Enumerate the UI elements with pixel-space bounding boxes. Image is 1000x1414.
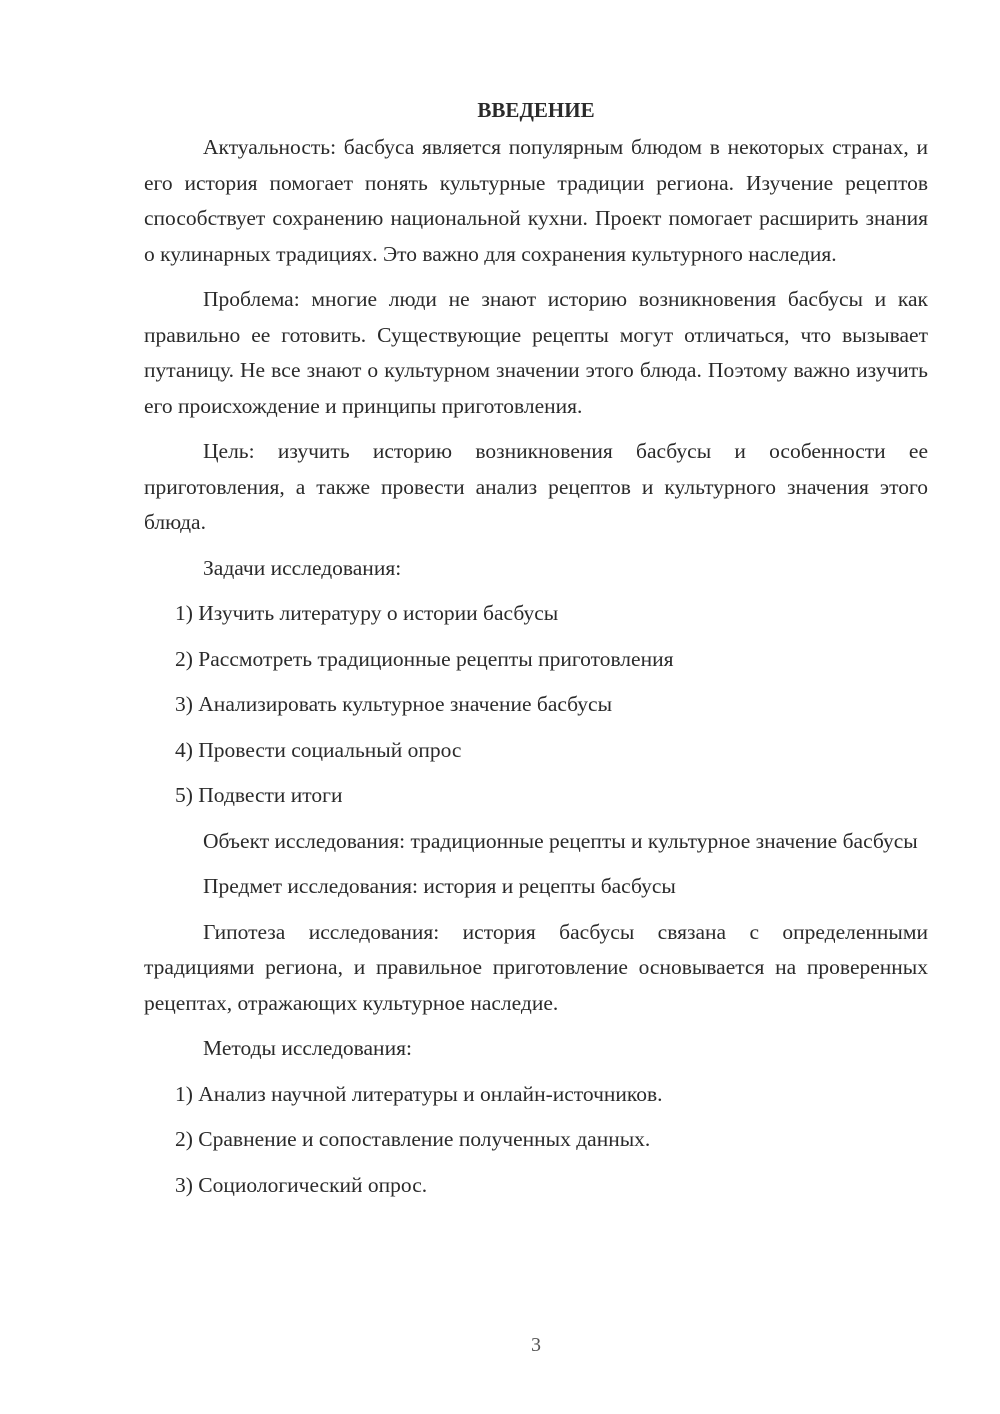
tasks-heading: Задачи исследования:: [203, 555, 402, 580]
problem-paragraph: Проблема: многие люди не знают историю возникновения басбусы и как правильно ее готовить. Существующие рецепты могут отличаться, что вызывает путаницу. Не все знают о культурном значении этого блюда. Поэтому важно изучить его происхождение и принципы приготовления.: [144, 287, 928, 418]
list-item: 3) Анализировать культурное значение басбусы: [175, 692, 613, 716]
list-item: 2) Рассмотреть традиционные рецепты приготовления: [175, 646, 674, 671]
page-number: 3: [531, 1334, 541, 1356]
page-title: ВВЕДЕНИЕ: [477, 98, 595, 122]
relevance-paragraph: Актуальность: басбуса является популярным блюдом в некоторых странах, и его история помогает понять культурные традиции региона. Изучение рецептов способствует сохранению национальной кухни. Проект помогает расширить знания о кулинарных традициях. Это важно для сохранения культурного наследия.: [144, 135, 928, 266]
list-item: 3) Социологический опрос.: [175, 1172, 428, 1197]
tasks-list: [144, 596, 928, 814]
methods-list: [144, 1077, 928, 1204]
document-page: [144, 94, 928, 1213]
list-item: 2) Сравнение и сопоставление полученных данных.: [175, 1127, 651, 1151]
object-paragraph: Объект исследования: традиционные рецепты и культурное значение басбусы: [203, 828, 918, 853]
list-item: 1) Анализ научной литературы и онлайн-источников.: [175, 1081, 663, 1106]
subject-paragraph: Предмет исследования: история и рецепты басбусы: [203, 874, 676, 898]
goal-paragraph: Цель: изучить историю возникновения басбусы и особенности ее приготовления, а также провести анализ рецептов и культурного значения этого блюда.: [144, 439, 928, 534]
hypothesis-paragraph: Гипотеза исследования: история басбусы связана с определенными традициями региона, и правильное приготовление основывается на проверенных рецептах, отражающих культурное наследие.: [144, 919, 928, 1015]
methods-heading: Методы исследования:: [203, 1036, 412, 1060]
list-item: 1) Изучить литературу о истории басбусы: [175, 601, 559, 625]
list-item: 5) Подвести итоги: [175, 783, 343, 807]
list-item: 4) Провести социальный опрос: [175, 737, 462, 762]
